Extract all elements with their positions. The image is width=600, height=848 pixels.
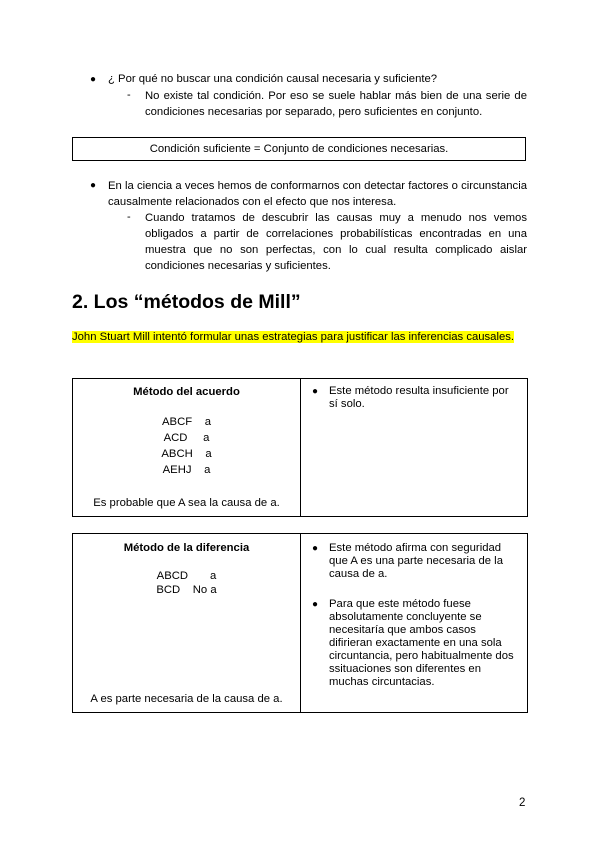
bullet-text: ¿ Por qué no buscar una condición causal necesaria y suficiente?	[108, 73, 438, 85]
method-difference-table	[72, 533, 528, 713]
method-difference-rows	[73, 568, 300, 598]
note-text: Para que este método fuese absolutamente concluyente se necesitaría que ambos casos difirieran exactamente en una sola circuntancia, pero habitualmente dos ssituaciones son diferentes en muchas circuntacias.	[329, 598, 514, 688]
sub-bullet-text: No existe tal condición. Por eso se suele hablar más bien de una serie de condiciones necesarias por separado, pero suficientes en conjunto.	[145, 90, 527, 118]
method-difference-right-cell	[301, 534, 528, 713]
method-agreement-title: Método del acuerdo	[133, 386, 240, 398]
method-agreement-conclusion: Es probable que A sea la causa de a.	[93, 497, 280, 509]
note-marker: ●	[312, 543, 319, 554]
method-agreement-rows	[73, 414, 300, 478]
note-text: Este método afirma con seguridad que A es una parte necesaria de la causa de a.	[329, 542, 503, 580]
method-difference-left-cell	[73, 534, 301, 713]
method-difference-title: Método de la diferencia	[123, 542, 250, 554]
method-difference-conclusion: A es parte necesaria de la causa de a.	[90, 693, 283, 705]
method-agreement-left-cell	[73, 379, 301, 517]
method-agreement-table	[72, 378, 528, 517]
note-marker: ●	[312, 386, 319, 397]
method-row: BCD No a	[156, 584, 217, 596]
method-row: AEHJ a	[162, 464, 211, 476]
method-row: ABCF a	[162, 416, 211, 428]
note-text: Este método resulta insuficiente por sí solo.	[329, 385, 509, 410]
method-agreement-right-cell	[301, 379, 528, 517]
sub-bullet-marker: -	[127, 89, 131, 101]
bullet-marker: ●	[90, 74, 97, 85]
highlighted-text: John Stuart Mill intentó formular unas estrategias para justificar las inferencias causales.	[72, 331, 515, 343]
note-marker: ●	[312, 599, 319, 610]
page-number: 2	[519, 797, 526, 809]
method-row: ACD a	[163, 432, 210, 444]
sub-bullet-marker: -	[127, 211, 131, 223]
method-row: ABCD a	[156, 570, 217, 582]
boxed-statement: Condición suficiente = Conjunto de condiciones necesarias.	[72, 137, 526, 161]
highlighted-paragraph	[72, 329, 527, 345]
method-row: ABCH a	[161, 448, 212, 460]
sub-bullet-text: Cuando tratamos de descubrir las causas muy a menudo nos vemos obligados a partir de correlaciones probabilísticas encontradas en una muestra que no son perfectas, con lo cual resulta complicado aislar condiciones necesarias y suficientes.	[145, 212, 527, 272]
bullet-text: En la ciencia a veces hemos de conformarnos con detectar factores o circunstancia causalmente relacionados con el efecto que nos interesa.	[108, 180, 527, 208]
section-heading: 2. Los “métodos de Mill”	[72, 291, 301, 313]
bullet-marker: ●	[90, 180, 97, 191]
